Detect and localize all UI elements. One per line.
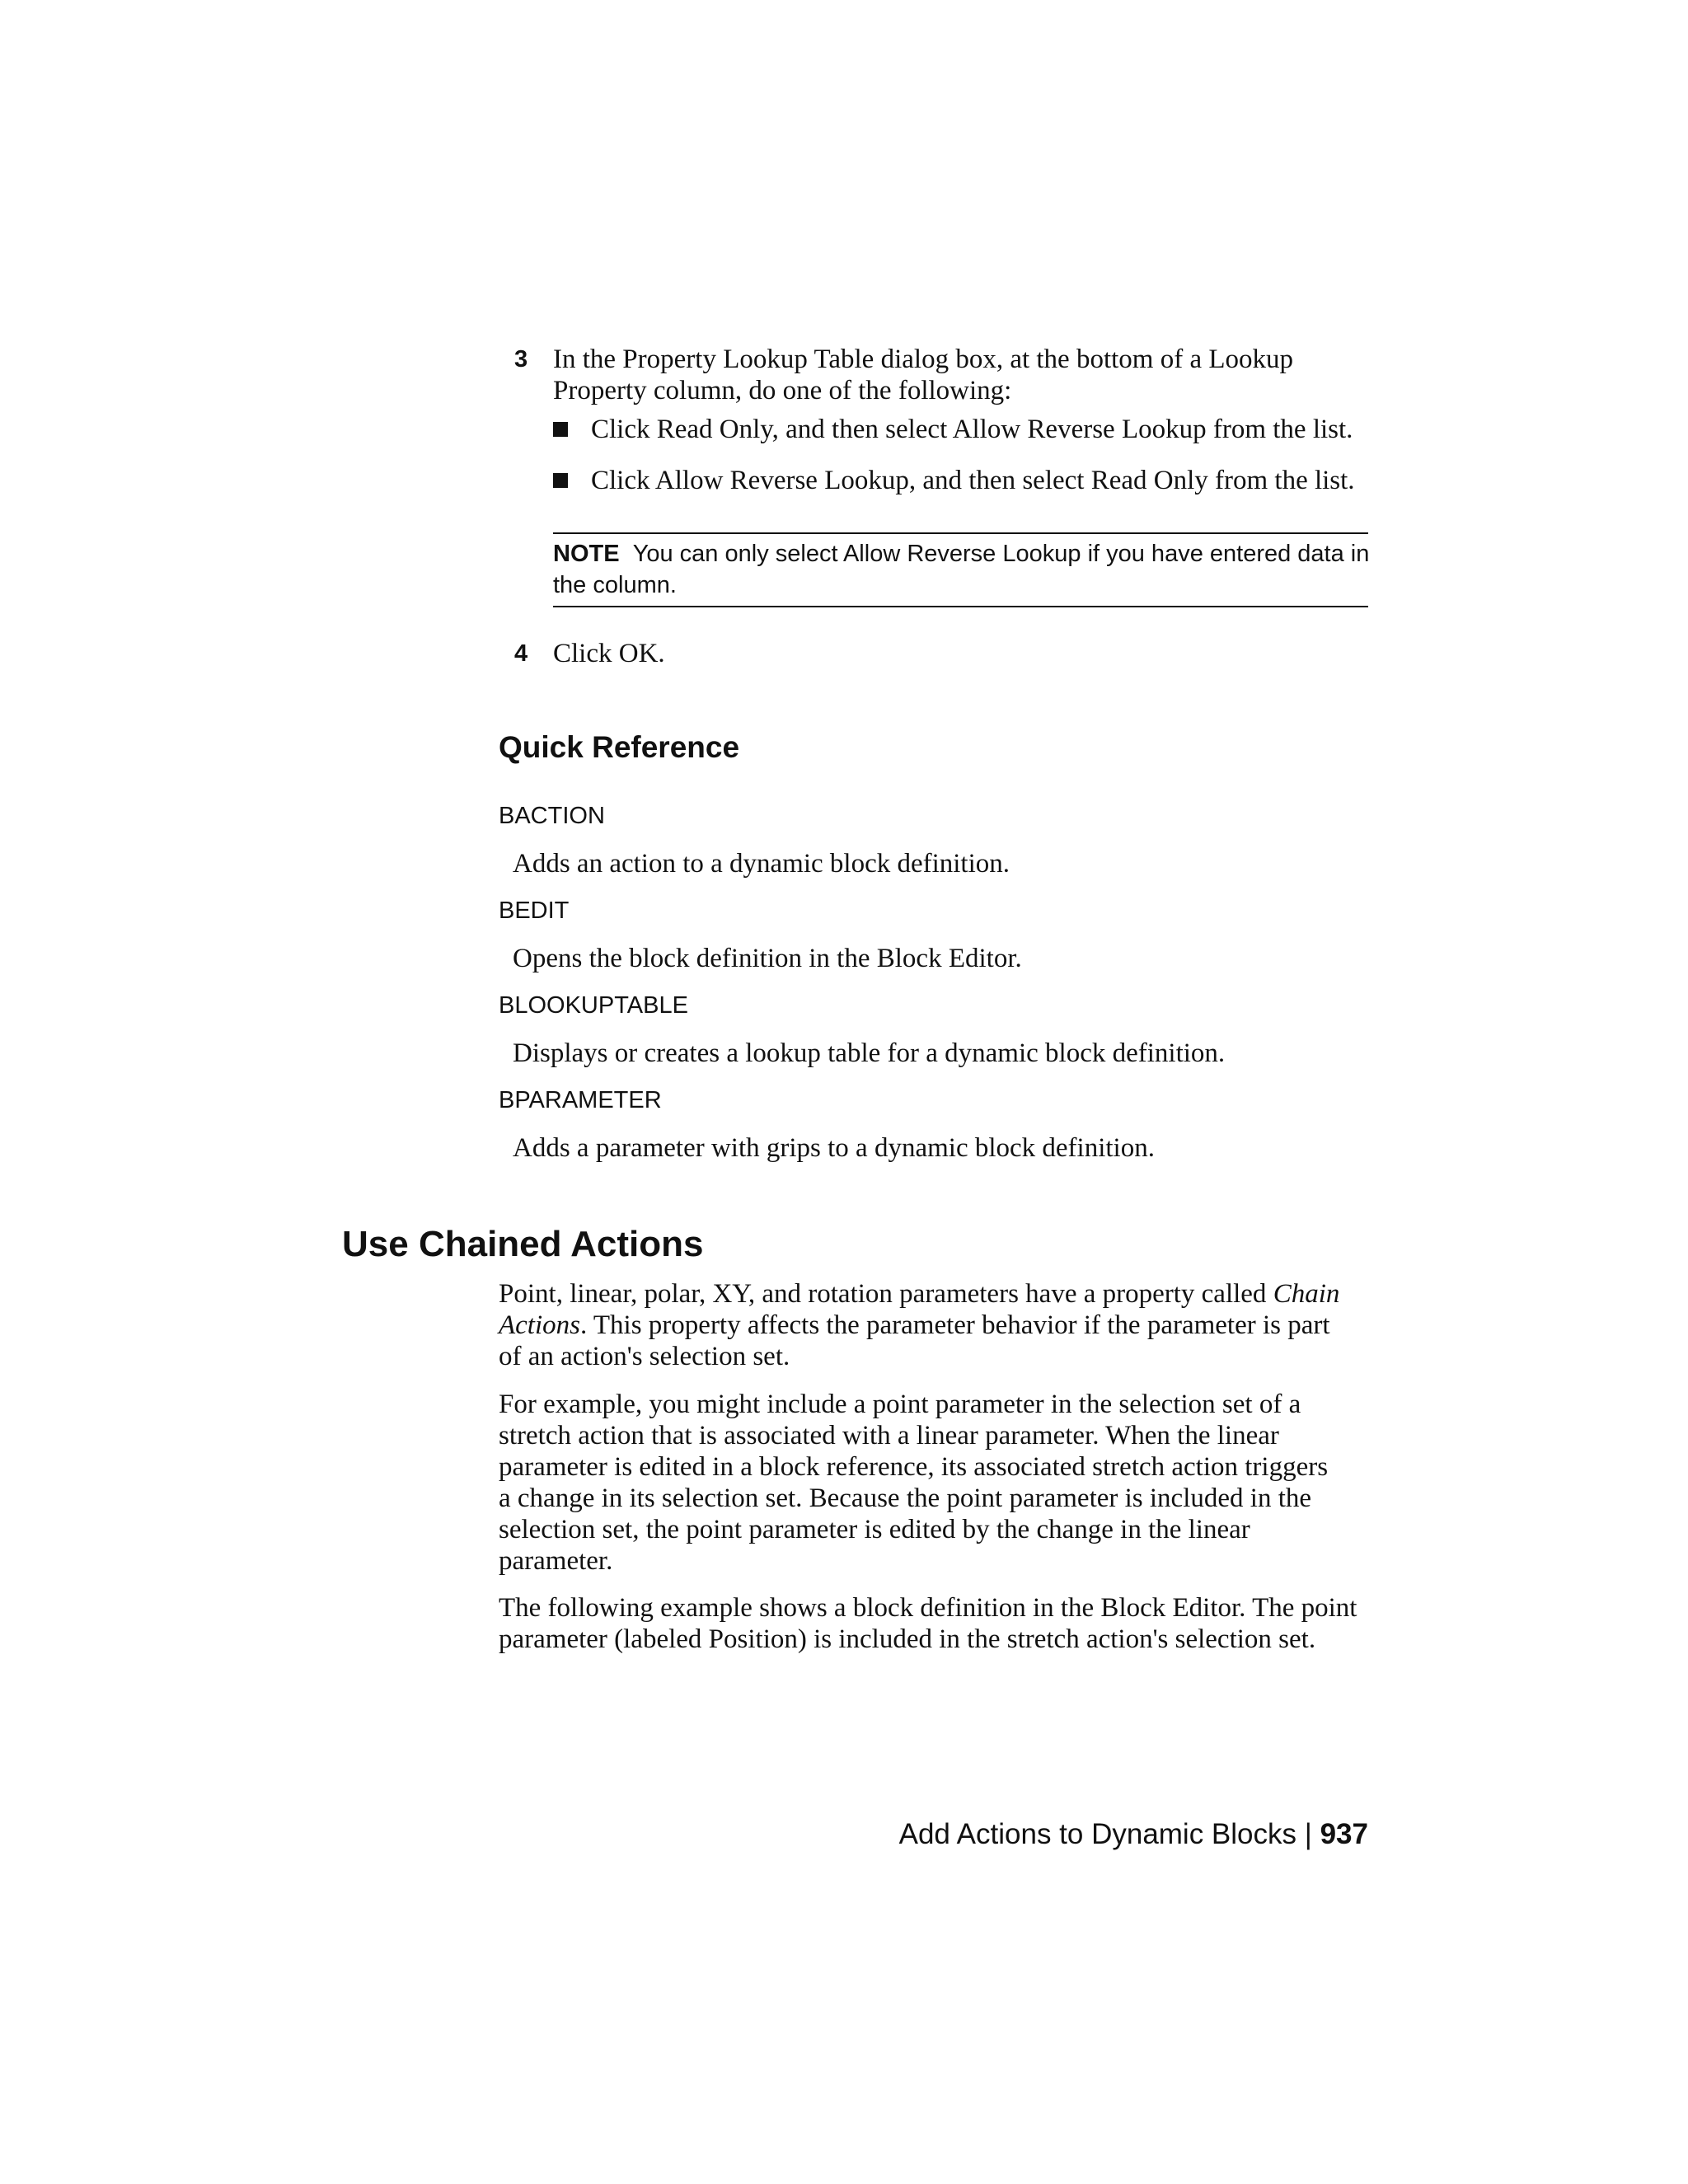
paragraph-line: The following example shows a block definition in the Block Editor. The point [499,1593,1357,1623]
command-name: BLOOKUPTABLE [499,992,688,1019]
command-description: Opens the block definition in the Block Editor. [513,944,1022,973]
paragraph-line: parameter. [499,1546,613,1576]
square-bullet-icon [553,422,568,437]
step-number: 3 [514,346,528,373]
page-number: 937 [1320,1818,1368,1850]
bullet-marker [553,422,568,441]
step-text [553,344,1377,406]
paragraph [499,1592,1389,1655]
command-description: Displays or creates a lookup table for a dynamic block definition. [513,1038,1226,1068]
emphasis-text: Chain [1273,1279,1340,1309]
command-description: Adds a parameter with grips to a dynamic block definition. [513,1133,1155,1163]
paragraph [499,1389,1389,1577]
bullet-text: Click Allow Reverse Lookup, and then select Read Only from the list. [591,466,1355,495]
step-line: Property column, do one of the following: [553,376,1012,405]
note-label: NOTE [553,541,620,567]
step-line: In the Property Lookup Table dialog box, at the bottom of a Lookup [553,344,1293,374]
command-name: BACTION [499,803,605,829]
step-text: Click OK. [553,639,665,668]
paragraph-line: a change in its selection set. Because the point parameter is included in the [499,1483,1312,1513]
note-bottom-rule [553,606,1368,607]
emphasis-text: Actions [499,1310,580,1340]
command-name: BPARAMETER [499,1087,662,1113]
paragraph [499,1278,1389,1372]
note-top-rule [553,532,1368,534]
footer-separator: | [1304,1818,1312,1850]
paragraph-text: of an action's selection set. [499,1342,790,1371]
note-text-cont: the column. [553,572,677,598]
paragraph-line: parameter (labeled Position) is included in the stretch action's selection set. [499,1624,1316,1654]
bullet-text: Click Read Only, and then select Allow Reverse Lookup from the list. [591,415,1353,444]
page-footer [899,1817,1368,1852]
command-description: Adds an action to a dynamic block definition. [513,849,1010,879]
note-text: You can only select Allow Reverse Lookup if you have entered data in [632,541,1370,567]
paragraph-line: selection set, the point parameter is edited by the change in the linear [499,1515,1250,1544]
paragraph-line: parameter is edited in a block reference, its associated stretch action triggers [499,1452,1329,1482]
paragraph-line: For example, you might include a point parameter in the selection set of a [499,1390,1301,1419]
section-heading: Use Chained Actions [342,1224,704,1264]
square-bullet-icon [553,473,568,488]
paragraph-text: . This property affects the parameter behavior if the parameter is part [579,1310,1330,1340]
paragraph-text: Point, linear, polar, XY, and rotation parameters have a property called [499,1279,1267,1309]
paragraph-line: stretch action that is associated with a linear parameter. When the linear [499,1421,1279,1451]
quick-reference-heading: Quick Reference [499,730,740,764]
note [553,538,1377,601]
bullet-marker [553,473,568,492]
step-number: 4 [514,640,528,667]
command-name: BEDIT [499,898,570,924]
footer-title: Add Actions to Dynamic Blocks [898,1818,1297,1850]
